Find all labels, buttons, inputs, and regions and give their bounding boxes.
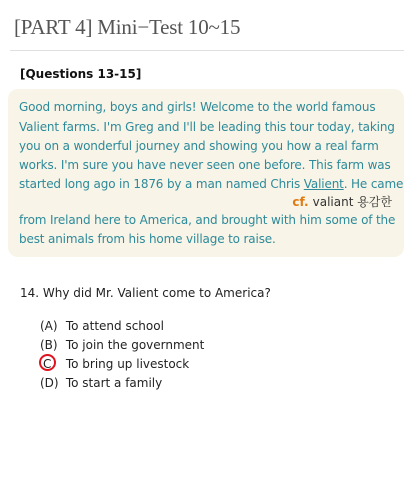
note-text: valiant 용감한 [312,195,392,209]
option-d-letter: (D) [40,376,59,390]
option-c-text: To bring up livestock [65,357,190,371]
passage-line-3: you on a wonderful journey and showing you how a real farm [19,139,379,153]
option-a [40,319,164,333]
question-14: 14. Why did Mr. Valient come to America? [20,286,271,300]
option-d [40,376,162,390]
passage-line-1: Good morning, boys and girls! Welcome to the world famous [19,100,376,114]
passage-line-5-end: . He came [343,177,404,191]
passage-line-5-start: started long ago in 1876 by a man named Chris [19,177,304,191]
underlined-word-valient: Valient [303,177,344,191]
option-a-letter: (A) [40,319,58,333]
option-d-text: To start a family [65,376,163,390]
option-a-text: To attend school [65,319,164,333]
note-key: cf. [292,195,309,209]
section-label: [Questions 13-15] [20,67,142,81]
vocabulary-note [292,193,392,210]
passage-line-2: Valient farms. I'm Greg and I'll be leading this tour today, taking [19,120,395,134]
option-b-letter: (B) [40,338,58,352]
option-b [40,338,204,352]
option-c-letter-text: C [43,357,52,371]
option-c [40,357,189,371]
passage-line-7: best animals from his home village to raise. [19,232,276,246]
title-divider [10,50,404,51]
option-b-text: To join the government [65,338,205,352]
passage-line-4: works. I'm sure you have never seen one before. This farm was [19,158,391,172]
passage-line-6: from Ireland here to America, and brought with him some of the [19,213,396,227]
passage-line-5 [19,177,403,191]
page-title: [PART 4] Mini−Test 10~15 [14,15,241,39]
option-c-letter [40,357,62,371]
